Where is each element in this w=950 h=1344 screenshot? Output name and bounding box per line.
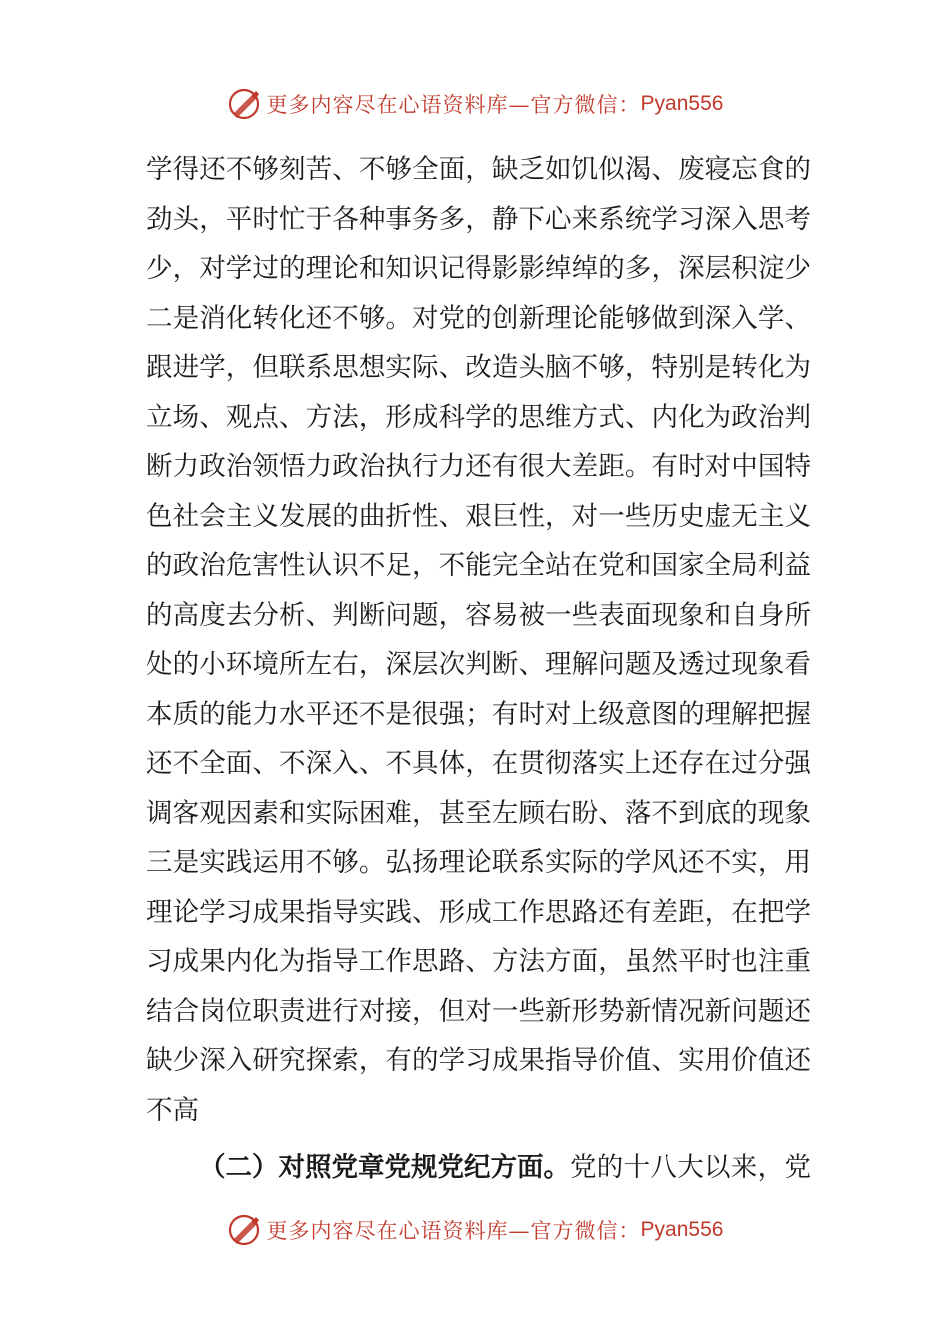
watermark-text: 更多内容尽在心语资料库—官方微信： bbox=[266, 93, 641, 117]
body-line: 三是实践运用不够。弘扬理论联系实际的学风还不实，用 bbox=[146, 847, 811, 878]
section-heading-title: （二）对照党章党规党纪方面。 bbox=[199, 1152, 570, 1183]
body-line: 跟进学，但联系思想实际、改造头脑不够，特别是转化为 bbox=[146, 352, 811, 383]
watermark-top bbox=[0, 84, 950, 124]
body-line: 不高 bbox=[146, 1094, 199, 1126]
watermark-bottom bbox=[0, 1210, 950, 1250]
body-line: 还不全面、不深入、不具体，在贯彻落实上还存在过分强 bbox=[146, 748, 811, 779]
body-line: 立场、观点、方法，形成科学的思维方式、内化为政治判 bbox=[146, 401, 811, 433]
watermark-wechat-id: Pyan556 bbox=[640, 1218, 724, 1241]
body-line: 色社会主义发展的曲折性、艰巨性，对一些历史虚无主义 bbox=[146, 500, 811, 532]
pen-circle-icon bbox=[227, 1213, 261, 1247]
body-line: 学得还不够刻苦、不够全面，缺乏如饥似渴、废寝忘食的 bbox=[146, 154, 811, 185]
body-line: 理论学习成果指导实践、形成工作思路还有差距，在把学 bbox=[146, 896, 811, 928]
body-line: 结合岗位职责进行对接，但对一些新形势新情况新问题还 bbox=[146, 995, 811, 1027]
body-line: 断力政治领悟力政治执行力还有很大差距。有时对中国特 bbox=[146, 451, 811, 482]
body-line: 处的小环境所左右，深层次判断、理解问题及透过现象看 bbox=[146, 649, 811, 680]
body-line: 本质的能力水平还不是很强；有时对上级意图的理解把握 bbox=[146, 698, 811, 730]
section-heading bbox=[146, 1143, 811, 1193]
watermark-text: 更多内容尽在心语资料库—官方微信： bbox=[266, 1219, 641, 1243]
body-line: 习成果内化为指导工作思路、方法方面，虽然平时也注重 bbox=[146, 946, 811, 977]
body-line: 的高度去分析、判断问题，容易被一些表面现象和自身所 bbox=[146, 599, 811, 631]
body-line: 调客观因素和实际困难，甚至左顾右盼、落不到底的现象 bbox=[146, 797, 811, 829]
body-line: 二是消化转化还不够。对党的创新理论能够做到深入学、 bbox=[146, 302, 811, 334]
document-body bbox=[146, 145, 811, 1135]
watermark-wechat-id: Pyan556 bbox=[640, 92, 724, 115]
section-heading-text: 党的十八大以来，党 bbox=[570, 1152, 811, 1183]
body-line: 劲头，平时忙于各种事务多，静下心来系统学习深入思考 bbox=[146, 203, 811, 235]
body-line: 少，对学过的理论和知识记得影影绰绰的多，深层积淀少 bbox=[146, 253, 811, 284]
body-line: 缺少深入研究探索，有的学习成果指导价值、实用价值还 bbox=[146, 1045, 811, 1076]
body-line: 的政治危害性认识不足，不能完全站在党和国家全局利益 bbox=[146, 550, 811, 581]
pen-circle-icon bbox=[227, 87, 261, 121]
